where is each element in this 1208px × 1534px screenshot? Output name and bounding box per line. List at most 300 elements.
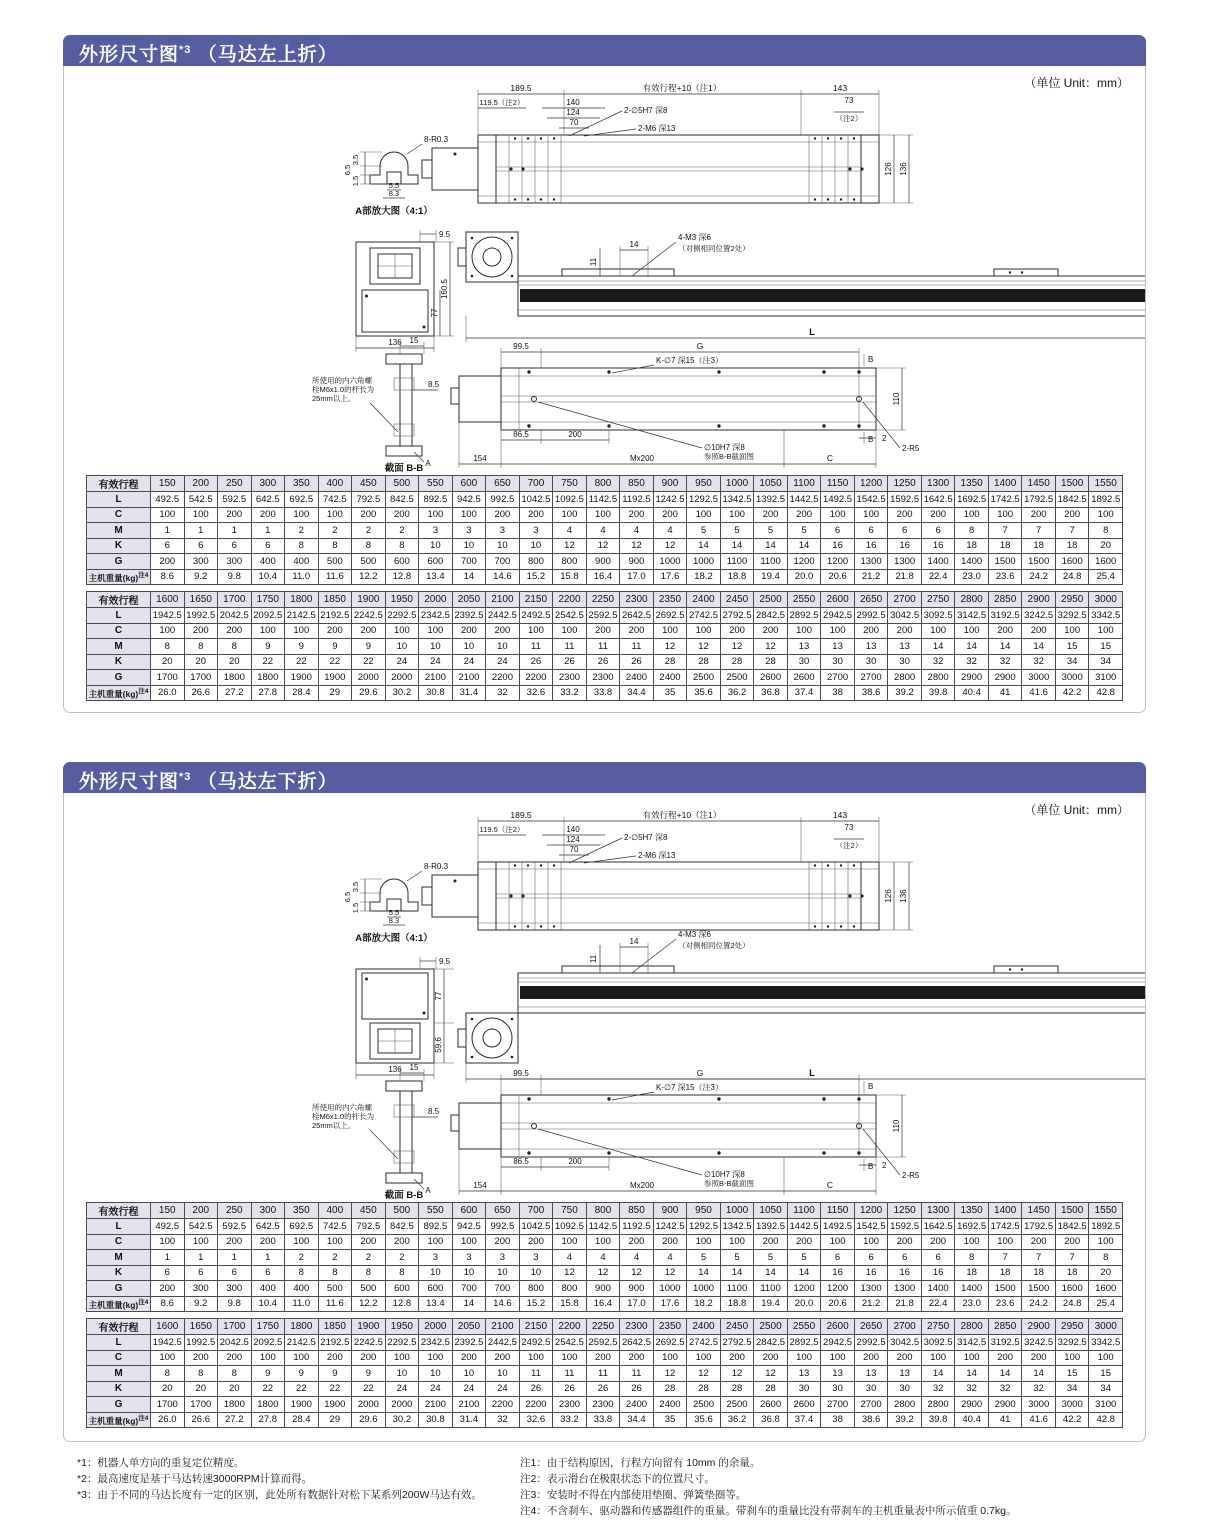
value-cell-L: 2892.5 — [787, 608, 821, 624]
stroke-value-cell: 650 — [486, 476, 520, 492]
value-cell-G: 1900 — [318, 670, 352, 686]
value-cell-G: 3000 — [1022, 670, 1056, 686]
value-cell-M: 7 — [988, 523, 1022, 539]
value-cell-L: 3042.5 — [888, 608, 922, 624]
value-cell-weight: 23.6 — [988, 1296, 1022, 1312]
value-cell-L: 792.5 — [352, 492, 386, 508]
value-cell-L: 2292.5 — [385, 608, 419, 624]
stroke-value-cell: 250 — [218, 476, 252, 492]
value-cell-weight: 26.6 — [184, 1412, 218, 1428]
value-cell-L: 742.5 — [318, 1219, 352, 1235]
value-cell-C: 200 — [184, 623, 218, 639]
value-cell-G: 1000 — [653, 1281, 687, 1297]
value-cell-weight: 21.2 — [854, 569, 888, 585]
value-cell-C: 100 — [419, 623, 453, 639]
hole-callout-note: （对侧相同位置2处） — [678, 244, 750, 253]
stroke-value-cell: 2750 — [921, 592, 955, 608]
dim-label: L — [809, 327, 815, 338]
value-cell-weight: 15.2 — [519, 1296, 553, 1312]
value-cell-L: 2142.5 — [285, 1335, 319, 1351]
value-cell-weight: 38.6 — [854, 1412, 888, 1428]
value-cell-C: 200 — [452, 623, 486, 639]
dim-label: 70 — [569, 118, 579, 127]
dim-label: 59.6 — [434, 1037, 443, 1053]
value-cell-G: 700 — [486, 554, 520, 570]
value-cell-L: 2642.5 — [620, 1335, 654, 1351]
stroke-value-cell: 2700 — [888, 592, 922, 608]
stroke-value-cell: 1000 — [720, 1203, 754, 1219]
value-cell-weight: 17.6 — [653, 1296, 687, 1312]
value-cell-L: 692.5 — [285, 492, 319, 508]
value-cell-M: 12 — [653, 639, 687, 655]
stroke-value-cell: 2750 — [921, 1319, 955, 1335]
dim-label: 8.5 — [428, 1107, 440, 1116]
dim-label: 3.5 — [351, 154, 360, 166]
value-cell-G: 2200 — [519, 1397, 553, 1413]
value-cell-weight: 9.8 — [218, 569, 252, 585]
dimension-drawing-motor-up — [64, 80, 1146, 472]
value-cell-weight: 20.0 — [787, 1296, 821, 1312]
value-cell-weight: 23.0 — [955, 1296, 989, 1312]
a-detail-view — [343, 135, 449, 217]
value-cell-G: 500 — [352, 554, 386, 570]
value-cell-L: 3242.5 — [1022, 608, 1056, 624]
value-cell-G: 600 — [419, 554, 453, 570]
a-detail-view — [343, 862, 449, 944]
row-header-G: G — [87, 1397, 151, 1413]
value-cell-L: 1942.5 — [151, 1335, 185, 1351]
stroke-value-cell: 1000 — [720, 476, 754, 492]
value-cell-weight: 9.8 — [218, 1296, 252, 1312]
value-cell-C: 100 — [1089, 1234, 1123, 1250]
section-title-sup: *3 — [179, 771, 192, 783]
value-cell-K: 26 — [620, 654, 654, 670]
value-cell-weight: 36.2 — [720, 685, 754, 701]
value-cell-C: 200 — [921, 1234, 955, 1250]
value-cell-K: 34 — [1089, 1381, 1123, 1397]
dim-label: 14 — [629, 937, 639, 946]
stroke-value-cell: 2300 — [620, 592, 654, 608]
value-cell-weight: 30.8 — [419, 1412, 453, 1428]
value-cell-M: 13 — [854, 639, 888, 655]
value-cell-K: 10 — [419, 1265, 453, 1281]
dim-label: 15 — [409, 336, 419, 345]
value-cell-L: 1592.5 — [888, 492, 922, 508]
value-cell-L: 1142.5 — [586, 492, 620, 508]
value-cell-C: 200 — [251, 507, 285, 523]
stroke-value-cell: 2150 — [519, 592, 553, 608]
stroke-value-cell: 600 — [452, 1203, 486, 1219]
value-cell-G: 1600 — [1055, 1281, 1089, 1297]
value-cell-weight: 17.0 — [620, 569, 654, 585]
dim-label: 73 — [844, 96, 854, 105]
value-cell-C: 100 — [285, 507, 319, 523]
value-cell-G: 2300 — [586, 670, 620, 686]
row-header-C: C — [87, 507, 151, 523]
stroke-value-cell: 1700 — [218, 592, 252, 608]
stroke-value-cell: 1150 — [821, 1203, 855, 1219]
value-cell-K: 18 — [1055, 1265, 1089, 1281]
value-cell-M: 1 — [251, 1250, 285, 1266]
value-cell-K: 26 — [519, 1381, 553, 1397]
dim-label: 5.5 — [388, 908, 400, 917]
value-cell-K: 14 — [787, 1265, 821, 1281]
value-cell-weight: 23.6 — [988, 569, 1022, 585]
stroke-value-cell: 1700 — [218, 1319, 252, 1335]
row-header-G: G — [87, 554, 151, 570]
value-cell-weight: 35 — [653, 685, 687, 701]
value-cell-C: 100 — [318, 1234, 352, 1250]
note-text: 所使用的内六角螺 — [312, 1103, 372, 1112]
value-cell-M: 11 — [519, 639, 553, 655]
value-cell-weight: 42.8 — [1089, 685, 1123, 701]
stroke-value-cell: 2550 — [787, 1319, 821, 1335]
value-cell-weight: 25.4 — [1089, 1296, 1123, 1312]
value-cell-L: 1442.5 — [787, 1219, 821, 1235]
value-cell-L: 1392.5 — [754, 492, 788, 508]
value-cell-L: 2842.5 — [754, 1335, 788, 1351]
value-cell-weight: 38 — [821, 685, 855, 701]
hole-callout: K-∅7 深15（注3） — [656, 1083, 723, 1092]
value-cell-K: 18 — [988, 538, 1022, 554]
value-cell-M: 12 — [754, 639, 788, 655]
hole-callout: 4-M3 深6 — [678, 930, 711, 939]
value-cell-C: 200 — [1022, 507, 1056, 523]
value-cell-G: 800 — [553, 1281, 587, 1297]
value-cell-L: 1392.5 — [754, 1219, 788, 1235]
value-cell-C: 100 — [955, 507, 989, 523]
value-cell-C: 200 — [352, 1234, 386, 1250]
dim-label: L — [809, 1068, 815, 1079]
stroke-value-cell: 1550 — [1089, 476, 1123, 492]
value-cell-C: 200 — [352, 623, 386, 639]
stroke-value-cell: 2250 — [586, 592, 620, 608]
value-cell-C: 200 — [318, 623, 352, 639]
value-cell-M: 11 — [586, 639, 620, 655]
value-cell-K: 22 — [352, 654, 386, 670]
value-cell-M: 10 — [419, 639, 453, 655]
value-cell-weight: 17.6 — [653, 569, 687, 585]
value-cell-G: 1200 — [821, 1281, 855, 1297]
value-cell-K: 22 — [251, 1381, 285, 1397]
table-strokes-150-1550 — [86, 475, 1123, 585]
value-cell-weight: 20.6 — [821, 1296, 855, 1312]
value-cell-M: 14 — [955, 639, 989, 655]
value-cell-M: 8 — [184, 1366, 218, 1382]
value-cell-G: 3000 — [1055, 670, 1089, 686]
value-cell-M: 12 — [720, 1366, 754, 1382]
value-cell-C: 200 — [854, 623, 888, 639]
value-cell-weight: 12.8 — [385, 569, 419, 585]
value-cell-K: 26 — [620, 1381, 654, 1397]
value-cell-weight: 41.6 — [1022, 685, 1056, 701]
value-cell-K: 30 — [854, 654, 888, 670]
value-cell-C: 200 — [1022, 623, 1056, 639]
value-cell-G: 200 — [151, 554, 185, 570]
stroke-value-cell: 1300 — [921, 1203, 955, 1219]
value-cell-K: 6 — [251, 1265, 285, 1281]
value-cell-K: 16 — [921, 538, 955, 554]
value-cell-L: 3192.5 — [988, 608, 1022, 624]
note-text: 25mm以上。 — [312, 394, 356, 403]
dim-label: C — [826, 453, 834, 463]
value-cell-G: 1700 — [184, 1397, 218, 1413]
value-cell-M: 3 — [519, 523, 553, 539]
value-cell-G: 2100 — [419, 670, 453, 686]
value-cell-G: 1500 — [988, 1281, 1022, 1297]
value-cell-weight: 42.2 — [1055, 1412, 1089, 1428]
bb-section-view — [312, 336, 440, 472]
value-cell-L: 1592.5 — [888, 1219, 922, 1235]
value-cell-G: 2900 — [988, 1397, 1022, 1413]
value-cell-weight: 9.2 — [184, 1296, 218, 1312]
value-cell-K: 32 — [921, 1381, 955, 1397]
value-cell-K: 32 — [988, 654, 1022, 670]
dim-label: 9.5 — [439, 957, 451, 966]
value-cell-L: 2792.5 — [720, 608, 754, 624]
stroke-value-cell: 1500 — [1055, 1203, 1089, 1219]
value-cell-C: 100 — [553, 1234, 587, 1250]
value-cell-C: 100 — [151, 1234, 185, 1250]
stroke-value-cell: 450 — [352, 476, 386, 492]
section-motor-up — [63, 35, 1146, 713]
row-header-L: L — [87, 1335, 151, 1351]
value-cell-weight: 39.8 — [921, 685, 955, 701]
stroke-value-cell: 2600 — [821, 1319, 855, 1335]
value-cell-L: 2392.5 — [452, 608, 486, 624]
value-cell-L: 2692.5 — [653, 1335, 687, 1351]
value-cell-weight: 37.4 — [787, 685, 821, 701]
value-cell-G: 2200 — [486, 670, 520, 686]
value-cell-G: 2100 — [419, 1397, 453, 1413]
value-cell-M: 11 — [553, 639, 587, 655]
value-cell-weight: 14 — [452, 569, 486, 585]
value-cell-K: 28 — [720, 1381, 754, 1397]
value-cell-G: 2900 — [988, 670, 1022, 686]
value-cell-C: 100 — [787, 1350, 821, 1366]
value-cell-K: 10 — [519, 538, 553, 554]
dim-label: 77 — [434, 991, 443, 1001]
radius-callout: 8-R0.3 — [424, 135, 449, 144]
value-cell-L: 1142.5 — [586, 1219, 620, 1235]
stroke-value-cell: 300 — [251, 476, 285, 492]
stroke-value-cell: 1800 — [285, 592, 319, 608]
value-cell-M: 6 — [888, 523, 922, 539]
value-cell-K: 10 — [519, 1265, 553, 1281]
value-cell-weight: 18.2 — [687, 1296, 721, 1312]
value-cell-M: 3 — [419, 1250, 453, 1266]
note-text: 所使用的内六角螺 — [312, 376, 372, 385]
dim-label: 143 — [832, 83, 848, 93]
value-cell-weight: 26.6 — [184, 685, 218, 701]
value-cell-M: 4 — [653, 523, 687, 539]
value-cell-K: 16 — [821, 538, 855, 554]
value-cell-K: 8 — [352, 538, 386, 554]
value-cell-K: 16 — [821, 1265, 855, 1281]
dim-label: 119.5（注2） — [479, 825, 525, 834]
end-view — [356, 957, 454, 1079]
value-cell-G: 2400 — [653, 670, 687, 686]
value-cell-weight: 25.4 — [1089, 569, 1123, 585]
dim-label: 136 — [388, 1065, 402, 1074]
value-cell-C: 200 — [720, 623, 754, 639]
value-cell-C: 200 — [754, 507, 788, 523]
footnote: 注2：表示滑台在极限状态下的位置尺寸。 — [520, 1473, 715, 1485]
row-header-M: M — [87, 1366, 151, 1382]
value-cell-G: 900 — [620, 1281, 654, 1297]
value-cell-G: 2500 — [687, 670, 721, 686]
value-cell-C: 200 — [251, 1234, 285, 1250]
value-cell-weight: 19.4 — [754, 569, 788, 585]
stroke-value-cell: 1950 — [385, 1319, 419, 1335]
value-cell-weight: 23.0 — [955, 569, 989, 585]
value-cell-M: 3 — [519, 1250, 553, 1266]
dim-label: 110 — [892, 1119, 901, 1133]
value-cell-weight: 38 — [821, 1412, 855, 1428]
value-cell-K: 20 — [184, 1381, 218, 1397]
value-cell-L: 1692.5 — [955, 1219, 989, 1235]
value-cell-M: 14 — [1022, 1366, 1056, 1382]
value-cell-G: 600 — [419, 1281, 453, 1297]
hole-callout: 4-M3 深6 — [678, 233, 711, 242]
stroke-value-cell: 1650 — [184, 592, 218, 608]
value-cell-G: 1100 — [720, 1281, 754, 1297]
value-cell-weight: 18.2 — [687, 569, 721, 585]
value-cell-C: 100 — [419, 507, 453, 523]
value-cell-G: 2900 — [955, 670, 989, 686]
value-cell-M: 8 — [151, 1366, 185, 1382]
value-cell-M: 2 — [385, 1250, 419, 1266]
dim-label: B — [868, 1162, 874, 1171]
value-cell-G: 1100 — [754, 1281, 788, 1297]
value-cell-G: 900 — [586, 554, 620, 570]
dim-label: 5.5 — [388, 181, 400, 190]
value-cell-G: 700 — [452, 554, 486, 570]
row-header-G: G — [87, 1281, 151, 1297]
value-cell-G: 2600 — [787, 670, 821, 686]
value-cell-L: 542.5 — [184, 1219, 218, 1235]
value-cell-M: 11 — [620, 1366, 654, 1382]
value-cell-weight: 17.0 — [620, 1296, 654, 1312]
row-header-stroke: 有效行程 — [87, 1319, 151, 1335]
dim-label: 77 — [430, 308, 439, 318]
value-cell-weight: 33.2 — [553, 685, 587, 701]
value-cell-C: 100 — [586, 507, 620, 523]
value-cell-M: 9 — [352, 1366, 386, 1382]
value-cell-weight: 24.2 — [1022, 569, 1056, 585]
row-header-K: K — [87, 1265, 151, 1281]
stroke-value-cell: 1550 — [1089, 1203, 1123, 1219]
dim-label: 6.5 — [343, 164, 352, 176]
value-cell-K: 16 — [854, 538, 888, 554]
value-cell-G: 2100 — [452, 670, 486, 686]
value-cell-M: 5 — [787, 523, 821, 539]
value-cell-C: 100 — [318, 507, 352, 523]
value-cell-K: 10 — [452, 538, 486, 554]
dim-label: 160.5 — [440, 278, 449, 300]
value-cell-M: 1 — [184, 1250, 218, 1266]
value-cell-L: 592.5 — [218, 492, 252, 508]
value-cell-K: 18 — [1022, 1265, 1056, 1281]
section-caption: 截面 B-B — [384, 463, 424, 472]
value-cell-K: 14 — [754, 1265, 788, 1281]
value-cell-K: 16 — [921, 1265, 955, 1281]
value-cell-weight: 10.4 — [251, 1296, 285, 1312]
value-cell-M: 5 — [720, 1250, 754, 1266]
value-cell-M: 1 — [251, 523, 285, 539]
value-cell-G: 1600 — [1089, 1281, 1123, 1297]
value-cell-G: 400 — [251, 1281, 285, 1297]
value-cell-G: 2400 — [653, 1397, 687, 1413]
section-title — [63, 762, 1146, 793]
value-cell-L: 1742.5 — [988, 492, 1022, 508]
value-cell-weight: 36.8 — [754, 1412, 788, 1428]
value-cell-G: 1700 — [151, 670, 185, 686]
value-cell-L: 1292.5 — [687, 492, 721, 508]
stroke-value-cell: 800 — [586, 1203, 620, 1219]
value-cell-K: 6 — [218, 1265, 252, 1281]
value-cell-weight: 33.8 — [586, 685, 620, 701]
value-cell-M: 4 — [553, 1250, 587, 1266]
value-cell-G: 2700 — [821, 1397, 855, 1413]
value-cell-L: 2942.5 — [821, 1335, 855, 1351]
value-cell-G: 1000 — [653, 554, 687, 570]
stroke-value-cell: 550 — [419, 1203, 453, 1219]
value-cell-K: 8 — [285, 1265, 319, 1281]
stroke-value-cell: 2450 — [720, 592, 754, 608]
stroke-value-cell: 450 — [352, 1203, 386, 1219]
value-cell-M: 3 — [486, 1250, 520, 1266]
value-cell-C: 100 — [184, 507, 218, 523]
value-cell-G: 3100 — [1089, 1397, 1123, 1413]
value-cell-C: 100 — [653, 623, 687, 639]
dim-label: 140 — [566, 825, 580, 834]
value-cell-K: 16 — [888, 538, 922, 554]
value-cell-G: 2500 — [720, 1397, 754, 1413]
value-cell-K: 12 — [586, 538, 620, 554]
stroke-value-cell: 2500 — [754, 1319, 788, 1335]
stroke-value-cell: 1100 — [787, 476, 821, 492]
stroke-value-cell: 1850 — [318, 1319, 352, 1335]
value-cell-C: 200 — [586, 623, 620, 639]
value-cell-L: 1492.5 — [821, 492, 855, 508]
value-cell-G: 1700 — [151, 1397, 185, 1413]
stroke-value-cell: 1350 — [955, 1203, 989, 1219]
value-cell-G: 300 — [218, 554, 252, 570]
stroke-value-cell: 1450 — [1022, 476, 1056, 492]
value-cell-K: 30 — [888, 1381, 922, 1397]
value-cell-C: 100 — [452, 1234, 486, 1250]
value-cell-G: 1100 — [720, 554, 754, 570]
value-cell-G: 2700 — [821, 670, 855, 686]
value-cell-weight: 42.2 — [1055, 685, 1089, 701]
stroke-value-cell: 2850 — [988, 1319, 1022, 1335]
value-cell-C: 200 — [854, 1350, 888, 1366]
stroke-value-cell: 400 — [318, 1203, 352, 1219]
stroke-value-cell: 1500 — [1055, 476, 1089, 492]
value-cell-weight: 26.0 — [151, 1412, 185, 1428]
footnote: 注4：不含刹车、驱动器和传感器组件的重量。带刹车的重量比没有带刹车的主机重量表中所示值重 0.7kg。 — [520, 1505, 1017, 1517]
value-cell-C: 100 — [419, 1234, 453, 1250]
value-cell-L: 2492.5 — [519, 608, 553, 624]
value-cell-K: 24 — [486, 654, 520, 670]
stroke-value-cell: 1850 — [318, 592, 352, 608]
value-cell-G: 1400 — [921, 1281, 955, 1297]
value-cell-G: 600 — [385, 554, 419, 570]
value-cell-M: 10 — [452, 1366, 486, 1382]
value-cell-G: 2700 — [854, 1397, 888, 1413]
value-cell-K: 12 — [653, 1265, 687, 1281]
